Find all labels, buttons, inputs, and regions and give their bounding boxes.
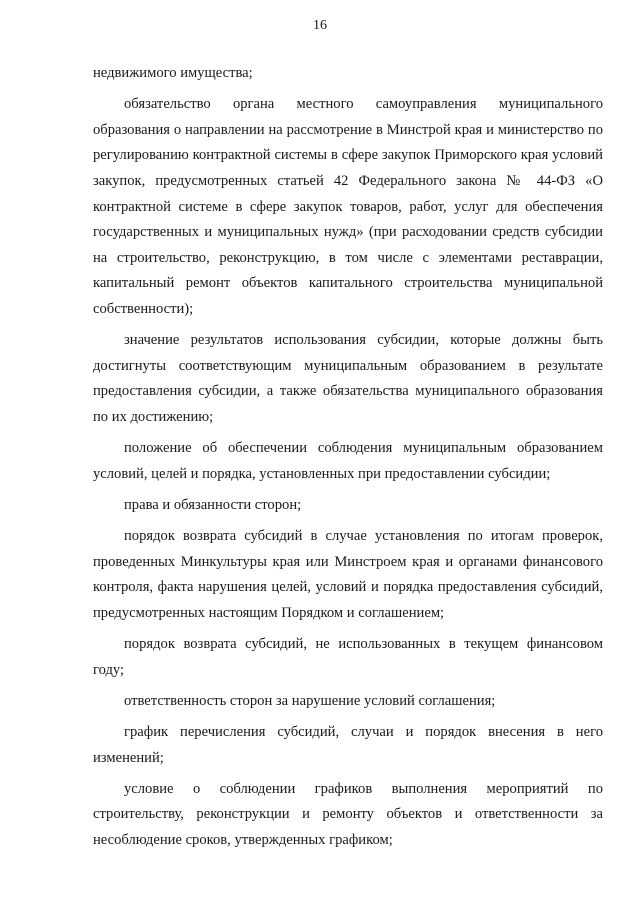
paragraph-rights-duties: права и обязанности сторон;	[124, 496, 302, 513]
paragraph-subsidy-results: значение результатов использования субсидии, которые должны быть достигнуты соответствующим муниципальным образованием в результате предоставления субсидии, а также обязательства муниципального образования по их достижению;	[93, 332, 603, 425]
paragraph-compliance-provision: положение об обеспечении соблюдения муниципальным образованием условий, целей и порядка, установленных при предоставлении субсидии;	[93, 440, 603, 482]
paragraph-continuation: недвижимого имущества;	[93, 65, 253, 81]
document-body	[93, 61, 603, 859]
paragraph-refund-unused: порядок возврата субсидий, не использованных в текущем финансовом году;	[93, 636, 603, 678]
paragraph-liability: ответственность сторон за нарушение условий соглашения;	[124, 692, 496, 709]
paragraph-refund-violations: порядок возврата субсидий в случае установления по итогам проверок, проведенных Минкультуры края или Минстроем края и органами финансового контроля, факта нарушения целей, условий и порядка предоставления субсидий, предусмотренных настоящим Порядком и соглашением;	[93, 528, 603, 621]
paragraph-schedule-compliance: условие о соблюдении графиков выполнения мероприятий по строительству, реконструкции и ремонту объектов и ответственности за несоблюдение сроков, утвержденных графиком;	[93, 780, 603, 848]
page-number: 16	[313, 18, 327, 33]
paragraph-procurement-obligation: обязательство органа местного самоуправления муниципального образования о направлении на рассмотрение в Минстрой края и министерство по регулированию контрактной системы в сфере закупок Приморского края условий закупок, предусмотренных статьей 42 Федерального закона № 44-ФЗ «О контрактной системе в сфере закупок товаров, работ, услуг для обеспечения государственных и муниципальных нужд» (при расходовании средств субсидии на строительство, реконструкцию, в том числе с элементами реставрации, капитальный ремонт объектов капитального строительства муниципальной собственности);	[93, 96, 603, 317]
paragraph-transfer-schedule: график перечисления субсидий, случаи и порядок внесения в него изменений;	[93, 724, 603, 766]
